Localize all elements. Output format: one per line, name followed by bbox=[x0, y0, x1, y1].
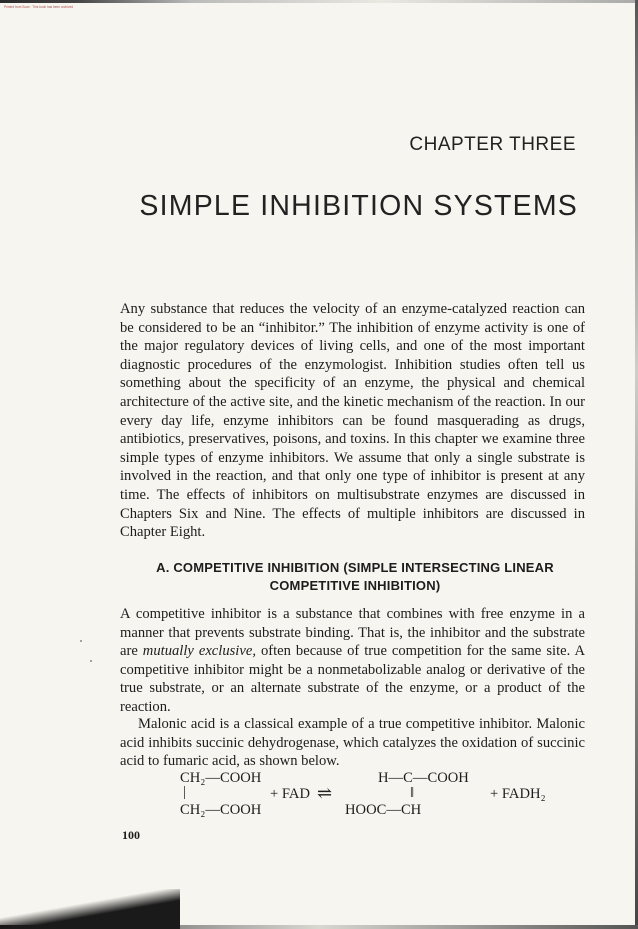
eq-right-bottom: HOOC—CH bbox=[345, 802, 422, 818]
section-heading-line-1: A. COMPETITIVE INHIBITION (SIMPLE INTERSECTING LINEAR bbox=[156, 560, 554, 575]
scan-speck bbox=[80, 640, 82, 642]
eq-left-bottom: CH₂—COOH bbox=[180, 802, 262, 818]
scan-watermark: Printed from Scan · This book has been archived bbox=[4, 5, 74, 9]
succinate-oxidation-equation bbox=[180, 770, 580, 820]
eq-equilibrium-arrow: ⇌ bbox=[317, 783, 333, 803]
chapter-title: SIMPLE INHIBITION SYSTEMS bbox=[139, 190, 578, 222]
eq-left-bond: | bbox=[183, 784, 186, 800]
intro-paragraph: Any substance that reduces the velocity of an enzyme-catalyzed reaction can be considered to be an “inhibitor.” The inhibition of enzyme activity is one of the major regulatory devices of living cells, and one of the most important diagnostic procedures of the enzymologist. Inhibition studies often tell us something about the specificity of an enzyme, the physical and chemical architecture of the active site, and the kinetic mechanism of the reaction. In our every day life, enzyme inhibitors can be found masquerading as drugs, antibiotics, preservatives, poisons, and toxins. In this chapter we examine three simple types of enzyme inhibitors. We assume that only a single substrate is involved in the reaction, and that only one type of inhibitor is present at any time. The effects of inhibitors on multisubstrate enzymes are discussed in Chapters Six and Nine. The effects of multiple inhibitors are discussed in Chapter Eight. bbox=[120, 301, 585, 541]
eq-plus-fadh2: + FADH₂ bbox=[490, 786, 546, 802]
eq-left-top: CH₂—COOH bbox=[180, 770, 262, 786]
definition-text-end: often because of true competition for the same site. A competitive inhibitor might be a nonmetabolizable analog or derivative of the true substrate, or an alternate substrate of the enzyme, or a product of the reaction. bbox=[120, 643, 585, 715]
eq-plus-fad: + FAD bbox=[270, 786, 310, 802]
page-top-edge bbox=[0, 0, 638, 3]
section-heading bbox=[150, 559, 560, 595]
page-number: 100 bbox=[122, 828, 140, 842]
eq-right-double-bond: ‖ bbox=[410, 785, 415, 801]
definition-text-start: A competitive inhibitor is a substance that combines with free enzyme in a manner that prevents substrate binding. That is, the inhibitor and the substrate are bbox=[120, 606, 585, 660]
scan-shadow bbox=[0, 889, 180, 929]
competitive-definition-paragraph bbox=[120, 605, 585, 717]
eq-right-top: H—C—COOH bbox=[378, 770, 469, 786]
malonic-acid-paragraph: Malonic acid is a classical example of a true competitive inhibitor. Malonic acid inhibits succinic dehydrogenase, which catalyzes the oxidation of succinic acid to fumaric acid, as shown below. bbox=[120, 716, 585, 770]
section-heading-line-2: COMPETITIVE INHIBITION) bbox=[269, 578, 441, 593]
scan-speck bbox=[90, 660, 92, 662]
mutually-exclusive-emphasis: mutually exclusive, bbox=[142, 643, 256, 660]
chapter-label: CHAPTER THREE bbox=[409, 134, 576, 155]
